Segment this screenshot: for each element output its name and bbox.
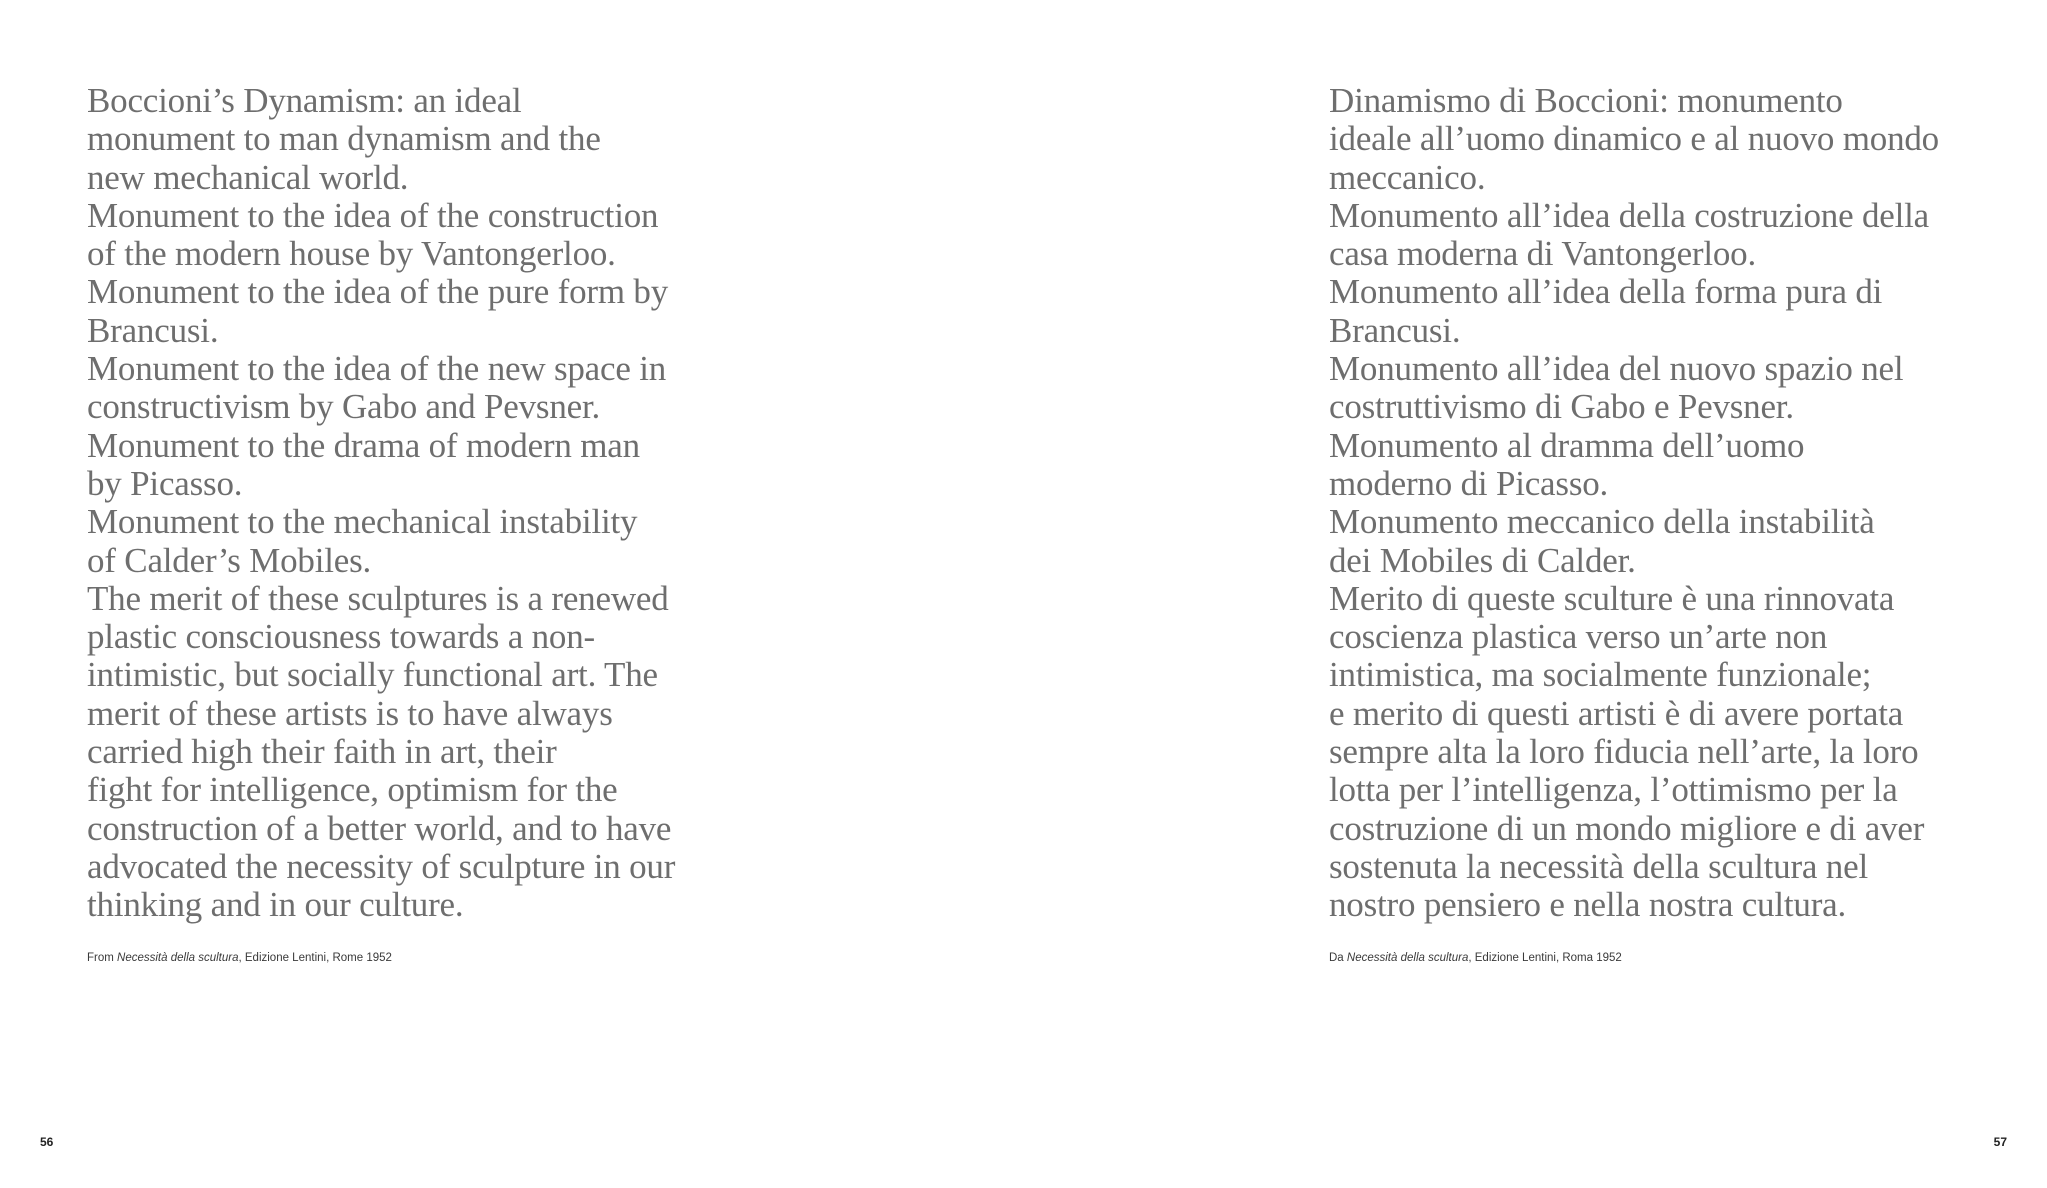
text-line: Boccioni’s Dynamism: an ideal	[87, 81, 522, 120]
text-line: advocated the necessity of sculpture in our	[87, 846, 676, 886]
text-line: sempre alta la loro fiducia nell’arte, la loro	[1329, 732, 1919, 772]
source-prefix: Da	[1329, 952, 1347, 964]
text-line: by Picasso.	[87, 463, 243, 503]
text-line: Monumento all’idea della forma pura di	[1329, 272, 1883, 312]
text-line: intimistic, but socially functional art. The	[87, 655, 658, 695]
page-number: 56	[40, 1135, 54, 1149]
text-line: thinking and in our culture.	[87, 885, 464, 925]
text-line: new mechanical world.	[87, 157, 409, 197]
text-line: Brancusi.	[87, 310, 219, 350]
text-line: Dinamismo di Boccioni: monumento	[1329, 81, 1843, 120]
text-line: The merit of these sculptures is a renewed	[87, 578, 669, 618]
text-line: sostenuta la necessità della scultura nel	[1329, 846, 1868, 886]
text-line: costruzione di un mondo migliore e di aver	[1329, 808, 1925, 848]
text-line: Monument to the idea of the new space in	[87, 349, 667, 389]
text-line: merit of these artists is to have always	[87, 693, 613, 733]
text-line: Brancusi.	[1329, 310, 1461, 350]
left-page	[0, 0, 1023, 1188]
source-suffix: , Edizione Lentini, Rome 1952	[238, 952, 392, 964]
right-page	[1024, 0, 2047, 1188]
source-citation	[87, 952, 392, 964]
source-citation	[1329, 952, 1622, 964]
source-suffix: , Edizione Lentini, Roma 1952	[1468, 952, 1622, 964]
text-line: meccanico.	[1329, 157, 1486, 197]
text-line: Monumento meccanico della instabilità	[1329, 502, 1875, 542]
text-line: ideale all’uomo dinamico e al nuovo mondo	[1329, 119, 1939, 159]
text-line: lotta per l’intelligenza, l’ottimismo per la	[1329, 770, 1898, 810]
text-line: of the modern house by Vantongerloo.	[87, 234, 616, 274]
text-line: costruttivismo di Gabo e Pevsner.	[1329, 387, 1794, 427]
text-line: moderno di Picasso.	[1329, 463, 1609, 503]
text-line: e merito di questi artisti è di avere portata	[1329, 693, 1904, 733]
text-line: construction of a better world, and to have	[87, 808, 672, 848]
text-line: plastic consciousness towards a non-	[87, 617, 595, 657]
text-line: Monument to the idea of the pure form by	[87, 272, 669, 312]
english-text	[87, 82, 767, 925]
text-line: carried high their faith in art, their	[87, 732, 557, 772]
source-prefix: From	[87, 952, 118, 964]
text-line: Monumento all’idea del nuovo spazio nel	[1329, 349, 1904, 389]
text-line: nostro pensiero e nella nostra cultura.	[1329, 885, 1847, 925]
text-line: Monument to the drama of modern man	[87, 425, 640, 465]
text-line: Monument to the idea of the construction	[87, 195, 659, 235]
text-line: casa moderna di Vantongerloo.	[1329, 234, 1757, 274]
text-line: Monument to the mechanical instability	[87, 502, 638, 542]
text-line: monument to man dynamism and the	[87, 119, 601, 159]
text-line: coscienza plastica verso un’arte non	[1329, 617, 1828, 657]
text-line: fight for intelligence, optimism for the	[87, 770, 618, 810]
text-line: Merito di queste sculture è una rinnovata	[1329, 578, 1895, 618]
source-title: Necessità della scultura	[1346, 952, 1469, 964]
text-line: constructivism by Gabo and Pevsner.	[87, 387, 601, 427]
text-line: Monumento al dramma dell’uomo	[1329, 425, 1805, 465]
page-number: 57	[1993, 1135, 2007, 1149]
text-line: Monumento all’idea della costruzione della	[1329, 195, 1929, 235]
text-line: of Calder’s Mobiles.	[87, 540, 372, 580]
text-line: intimistica, ma socialmente funzionale;	[1329, 655, 1872, 695]
italian-text	[1329, 82, 2029, 925]
source-title: Necessità della scultura	[117, 952, 239, 964]
text-line: dei Mobiles di Calder.	[1329, 540, 1636, 580]
